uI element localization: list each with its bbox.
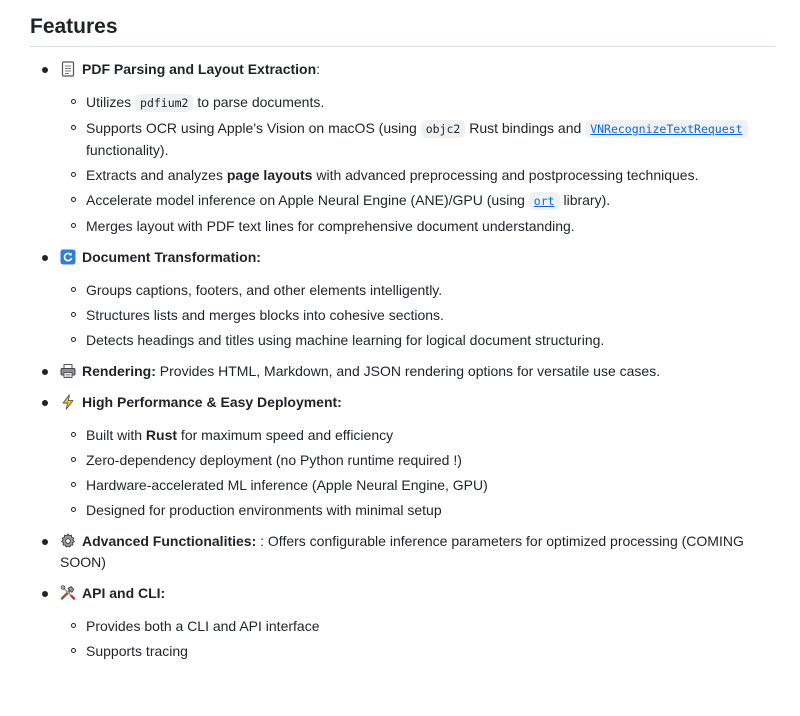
item-text: Utilizes [86,94,136,110]
section-heading: Features [30,14,775,47]
tools-icon [60,585,76,601]
inline-code: pdfium2 [135,94,193,112]
feature-sublist [60,92,775,237]
list-item: Structures lists and merges blocks into cohesive sections. [60,305,775,326]
item-text: with advanced preprocessing and postprocessing techniques. [312,167,699,183]
link-code[interactable]: ort [529,192,560,210]
feature-title: API and CLI: [82,585,166,601]
list-item: Supports tracing [60,641,775,662]
inline-code: objc2 [421,120,466,138]
list-item [60,165,775,186]
feature-text: Provides HTML, Markdown, and JSON rendering options for versatile use cases. [155,363,661,379]
feature-title: High Performance & Easy Deployment: [82,394,342,410]
item-text: library). [559,192,611,208]
list-item: Hardware-accelerated ML inference (Apple Neural Engine, GPU) [60,475,775,496]
item-text: Accelerate model inference on Apple Neural Engine (ANE)/GPU (using [86,192,529,208]
list-item [60,92,775,114]
item-text: functionality). [86,142,169,158]
list-item: Detects headings and titles using machine learning for logical document structuring. [60,330,775,351]
gear-icon [60,533,76,549]
feature-sublist [60,616,775,662]
lightning-icon [60,394,76,410]
readme-document [30,0,775,672]
list-item: Zero-dependency deployment (no Python runtime required !) [60,450,775,471]
feature-text: : Offers configurable inference parameters for optimized processing (COMING SOON) [60,533,744,570]
item-text: Merges layout with PDF text lines for comprehensive document understanding. [86,218,575,234]
list-item: Designed for production environments with minimal setup [60,500,775,521]
bold-text: page layouts [226,167,313,183]
feature-item [30,583,775,662]
vnrecognize-link[interactable] [585,120,747,136]
link-code[interactable]: VNRecognizeTextRequest [585,120,747,138]
feature-item [30,531,775,573]
feature-item [30,361,775,382]
item-text: Built with [86,427,146,443]
item-text: Supports OCR using Apple's Vision on macOS (using [86,120,421,136]
item-text: Rust bindings and [465,120,586,136]
feature-title: Rendering: [82,363,156,379]
refresh-icon [60,249,76,265]
item-text: to parse documents. [193,94,325,110]
list-item [60,216,775,237]
feature-title: Advanced Functionalities: [82,533,257,549]
item-text: for maximum speed and efficiency [177,427,394,443]
list-item: Provides both a CLI and API interface [60,616,775,637]
feature-title: PDF Parsing and Layout Extraction [82,61,317,77]
ort-link[interactable] [529,192,560,208]
list-item [60,118,775,161]
feature-title-suffix: : [316,61,321,77]
feature-title: Document Transformation: [82,249,261,265]
list-item [60,425,775,446]
list-item: Groups captions, footers, and other elements intelligently. [60,280,775,301]
bold-text: Rust [145,427,178,443]
list-item [60,190,775,212]
feature-sublist [60,280,775,351]
feature-item [30,247,775,351]
page-icon [60,61,76,77]
feature-item [30,59,775,237]
printer-icon [60,363,76,379]
feature-list [30,59,775,662]
item-text: Extracts and analyzes [86,167,227,183]
feature-item [30,392,775,521]
feature-sublist [60,425,775,521]
